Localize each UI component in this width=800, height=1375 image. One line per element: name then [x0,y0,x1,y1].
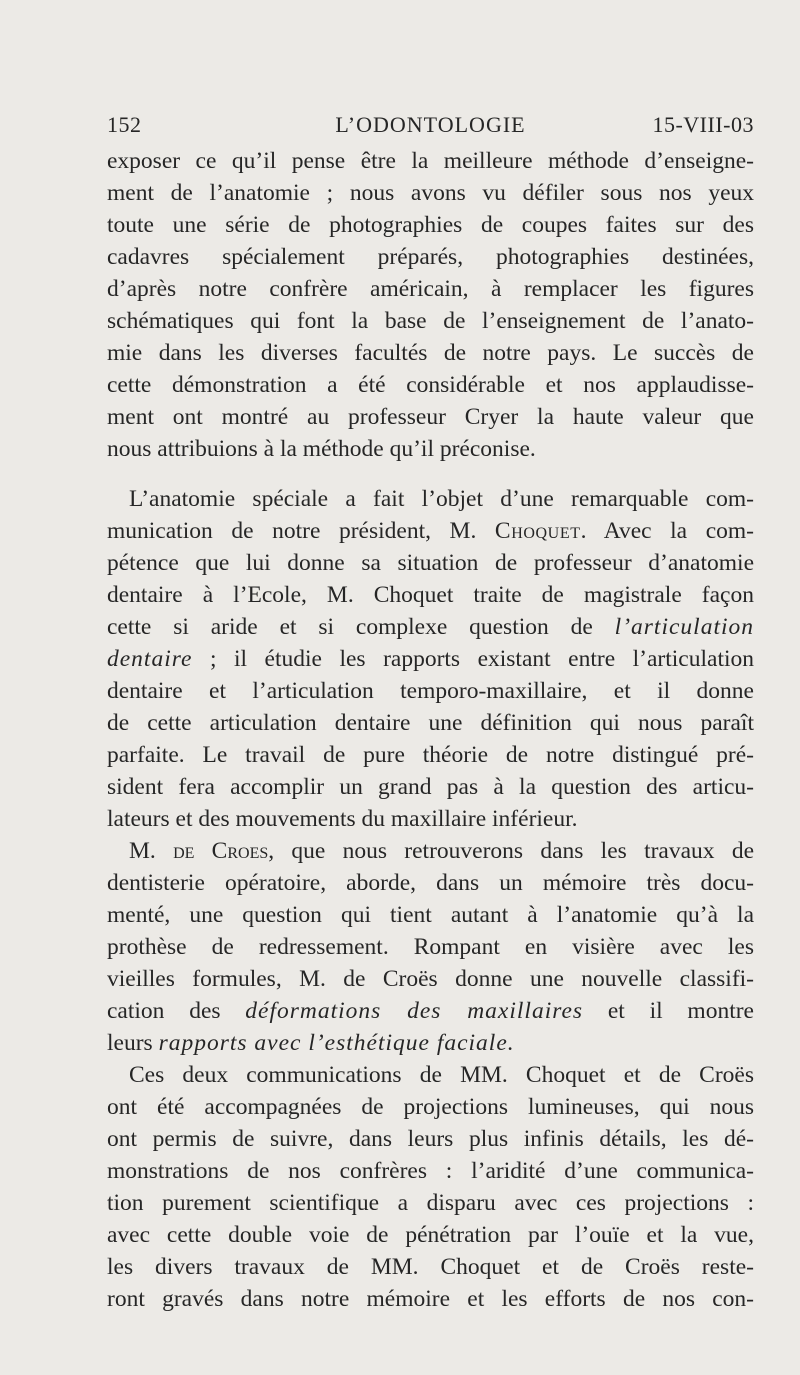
text-run: munication de notre président, M. [107,518,495,544]
text-line [107,1027,754,1059]
text-line: nous attribuions à la méthode qu’il préconise. [107,436,536,462]
italic-term: déformations des maxillaires [245,998,584,1024]
text-line: cette démonstration a été considérable et nos applaudisse- [107,372,754,398]
issue-date: 15-VIII-03 [652,112,754,137]
text-line: tion purement scientifique a disparu avec ces projections : [107,1190,754,1216]
italic-term: l’articulation [614,614,754,640]
paragraph-cryer-method [107,145,754,465]
text-line [107,643,754,675]
text-line: prothèse de redressement. Rompant en visière avec les [107,934,754,960]
text-line: vieilles formules, M. de Croës donne une nouvelle classifi- [107,966,754,992]
text-line: ment de l’anatomie ; nous avons vu défiler sous nos yeux [107,180,754,206]
text-run: cation des [107,998,246,1024]
journal-title: L’ODONTOLOGIE [335,112,526,137]
text-line: dentaire et l’articulation temporo-maxillaire, et il donne [107,678,754,704]
text-line: sident fera accomplir un grand pas à la question des articu- [107,774,754,800]
text-line: de cette articulation dentaire une définition qui nous paraît [107,710,754,736]
text-line: Ces deux communications de MM. Choquet et de Croës [129,1062,754,1088]
text-run: , que nous retrouverons dans les travaux de [268,838,754,864]
text-line: ment ont montré au professeur Cryer la haute valeur que [107,404,754,430]
text-line [107,611,754,643]
text-line [107,995,754,1027]
text-line: L’anatomie spéciale a fait l’objet d’une remarquable com- [129,486,754,512]
text-line: ont permis de suivre, dans leurs plus infinis détails, les dé- [107,1126,754,1152]
paragraph-projections [107,1059,754,1315]
text-line: ont été accompagnées de projections lumineuses, qui nous [107,1094,754,1120]
text-run: cette si aride et si complexe question de [107,614,615,640]
page-number: 152 [107,112,142,137]
text-line [107,515,754,547]
author-name-choquet: Choquet [494,518,581,544]
text-line: mie dans les diverses facultés de notre pays. Le succès de [107,340,754,366]
text-run: et il montre [583,998,754,1024]
text-line: ront gravés dans notre mémoire et les efforts de nos con- [107,1286,754,1312]
text-line [107,835,754,867]
author-name-de-croes: de Croes [173,838,269,864]
text-line: exposer ce qu’il pense être la meilleure méthode d’enseigne- [107,148,754,174]
text-line: avec cette double voie de pénétration par l’ouïe et la vue, [107,1222,754,1248]
text-line: schématiques qui font la base de l’enseignement de l’anato- [107,308,754,334]
text-run: ; il étudie les rapports existant entre l’articulation [192,646,754,672]
paragraph-gap [107,465,754,483]
text-line: cadavres spécialement préparés, photographies destinées, [107,244,754,270]
paragraph-choquet [107,483,754,835]
text-line: toute une série de photographies de coupes faites sur des [107,212,754,238]
text-run: M. [129,838,174,864]
text-line: d’après notre confrère américain, à remplacer les figures [107,276,754,302]
text-run: . Avec la com- [580,518,754,544]
text-line: lateurs et des mouvements du maxillaire inférieur. [107,806,578,832]
paragraph-de-croes [107,835,754,1059]
text-line: dentisterie opératoire, aborde, dans un mémoire très docu- [107,870,754,896]
text-line: dentaire à l’Ecole, M. Choquet traite de magistrale façon [107,582,754,608]
text-line: monstrations de nos confrères : l’aridité d’une communica- [107,1158,754,1184]
text-line: menté, une question qui tient autant à l’anatomie qu’à la [107,902,754,928]
text-line: pétence que lui donne sa situation de professeur d’anatomie [107,550,754,576]
text-run: leurs [107,1030,159,1056]
text-line: parfaite. Le travail de pure théorie de notre distingué pré- [107,742,754,768]
body-text [107,145,754,1315]
italic-term: rapports avec l’esthétique faciale. [158,1030,515,1056]
italic-term: dentaire [107,646,193,672]
text-line: les divers travaux de MM. Choquet et de Croës reste- [107,1254,754,1280]
running-head [107,112,754,142]
